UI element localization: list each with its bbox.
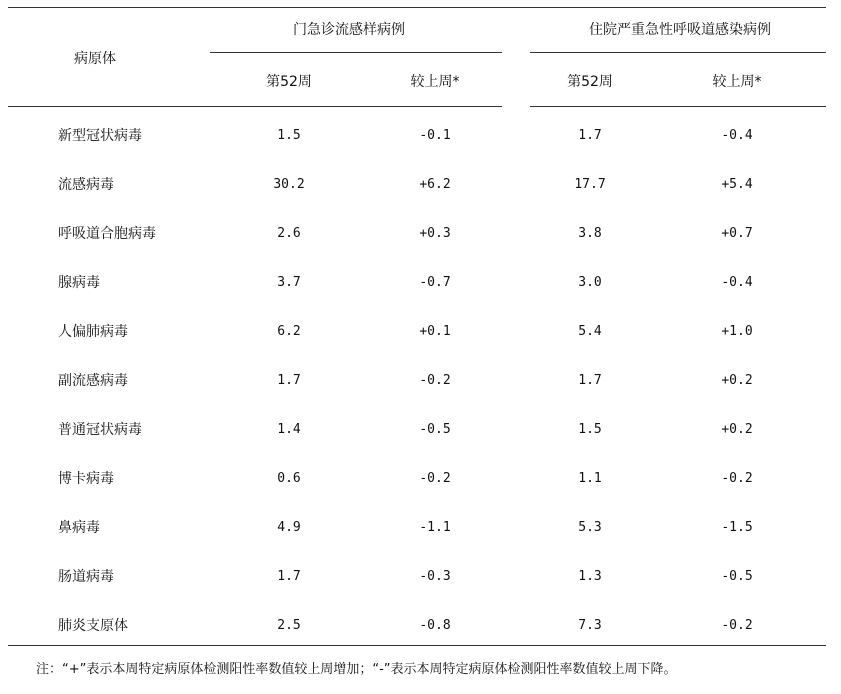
row-outpatient-week: 3.7 bbox=[277, 275, 301, 290]
row-outpatient-change: -0.2 bbox=[419, 373, 451, 388]
row-outpatient-week: 4.9 bbox=[277, 520, 301, 535]
row-outpatient-change: +0.1 bbox=[419, 324, 451, 339]
row-inpatient-week: 1.5 bbox=[578, 422, 602, 437]
row-outpatient-change: -0.8 bbox=[419, 618, 451, 633]
row-outpatient-week: 1.7 bbox=[277, 373, 301, 388]
row-inpatient-week: 3.0 bbox=[578, 275, 602, 290]
outpatient-group-header: 门急诊流感样病例 bbox=[293, 22, 405, 38]
row-inpatient-change: +1.0 bbox=[721, 324, 753, 339]
row-inpatient-change: +0.7 bbox=[721, 226, 753, 241]
table-top-rule bbox=[8, 7, 826, 8]
row-outpatient-change: -0.1 bbox=[419, 128, 451, 143]
row-outpatient-week: 0.6 bbox=[277, 471, 301, 486]
row-outpatient-week: 30.2 bbox=[273, 177, 305, 192]
row-outpatient-change: -0.5 bbox=[419, 422, 451, 437]
row-outpatient-week: 2.6 bbox=[277, 226, 301, 241]
row-inpatient-change: -0.4 bbox=[721, 275, 753, 290]
row-outpatient-change: +0.3 bbox=[419, 226, 451, 241]
header-bottom-rule-right bbox=[530, 106, 826, 107]
row-pathogen: 副流感病毒 bbox=[58, 373, 128, 389]
table-footnote: 注：“+”表示本周特定病原体检测阳性率数值较上周增加；“-”表示本周特定病原体检测阳性率数值较上周下降。 bbox=[36, 662, 677, 677]
row-pathogen: 普通冠状病毒 bbox=[58, 422, 142, 438]
row-outpatient-week: 1.5 bbox=[277, 128, 301, 143]
outpatient-change-header: 较上周* bbox=[410, 74, 460, 90]
row-inpatient-week: 7.3 bbox=[578, 618, 602, 633]
row-pathogen: 新型冠状病毒 bbox=[58, 128, 142, 144]
row-pathogen: 呼吸道合胞病毒 bbox=[58, 226, 156, 242]
header-bottom-rule-left bbox=[8, 106, 502, 107]
row-outpatient-change: -0.3 bbox=[419, 569, 451, 584]
inpatient-group-rule bbox=[530, 52, 826, 53]
row-outpatient-change: +6.2 bbox=[419, 177, 451, 192]
row-inpatient-week: 5.3 bbox=[578, 520, 602, 535]
inpatient-week-header: 第52周 bbox=[567, 74, 613, 90]
row-inpatient-week: 1.3 bbox=[578, 569, 602, 584]
row-outpatient-change: -0.7 bbox=[419, 275, 451, 290]
row-pathogen: 肠道病毒 bbox=[58, 569, 114, 585]
row-inpatient-change: -0.2 bbox=[721, 618, 753, 633]
row-inpatient-change: +0.2 bbox=[721, 422, 753, 437]
row-pathogen: 流感病毒 bbox=[58, 177, 114, 193]
row-outpatient-change: -0.2 bbox=[419, 471, 451, 486]
pathogen-column-header: 病原体 bbox=[74, 51, 116, 67]
row-inpatient-week: 1.7 bbox=[578, 373, 602, 388]
row-pathogen: 肺炎支原体 bbox=[58, 618, 128, 634]
inpatient-change-header: 较上周* bbox=[712, 74, 762, 90]
row-inpatient-change: +5.4 bbox=[721, 177, 753, 192]
row-inpatient-change: -0.5 bbox=[721, 569, 753, 584]
row-inpatient-week: 5.4 bbox=[578, 324, 602, 339]
row-outpatient-week: 2.5 bbox=[277, 618, 301, 633]
row-inpatient-week: 3.8 bbox=[578, 226, 602, 241]
row-inpatient-week: 1.7 bbox=[578, 128, 602, 143]
row-pathogen: 人偏肺病毒 bbox=[58, 324, 128, 340]
row-inpatient-week: 17.7 bbox=[574, 177, 606, 192]
row-inpatient-change: -0.2 bbox=[721, 471, 753, 486]
row-inpatient-change: +0.2 bbox=[721, 373, 753, 388]
row-pathogen: 腺病毒 bbox=[58, 275, 100, 291]
table-bottom-rule bbox=[8, 645, 826, 646]
row-pathogen: 鼻病毒 bbox=[58, 520, 100, 536]
row-outpatient-week: 1.4 bbox=[277, 422, 301, 437]
outpatient-week-header: 第52周 bbox=[266, 74, 312, 90]
row-outpatient-change: -1.1 bbox=[419, 520, 451, 535]
outpatient-group-rule bbox=[210, 52, 502, 53]
row-pathogen: 博卡病毒 bbox=[58, 471, 114, 487]
row-inpatient-change: -1.5 bbox=[721, 520, 753, 535]
row-outpatient-week: 1.7 bbox=[277, 569, 301, 584]
row-inpatient-week: 1.1 bbox=[578, 471, 602, 486]
row-inpatient-change: -0.4 bbox=[721, 128, 753, 143]
inpatient-group-header: 住院严重急性呼吸道感染病例 bbox=[589, 22, 771, 38]
row-outpatient-week: 6.2 bbox=[277, 324, 301, 339]
